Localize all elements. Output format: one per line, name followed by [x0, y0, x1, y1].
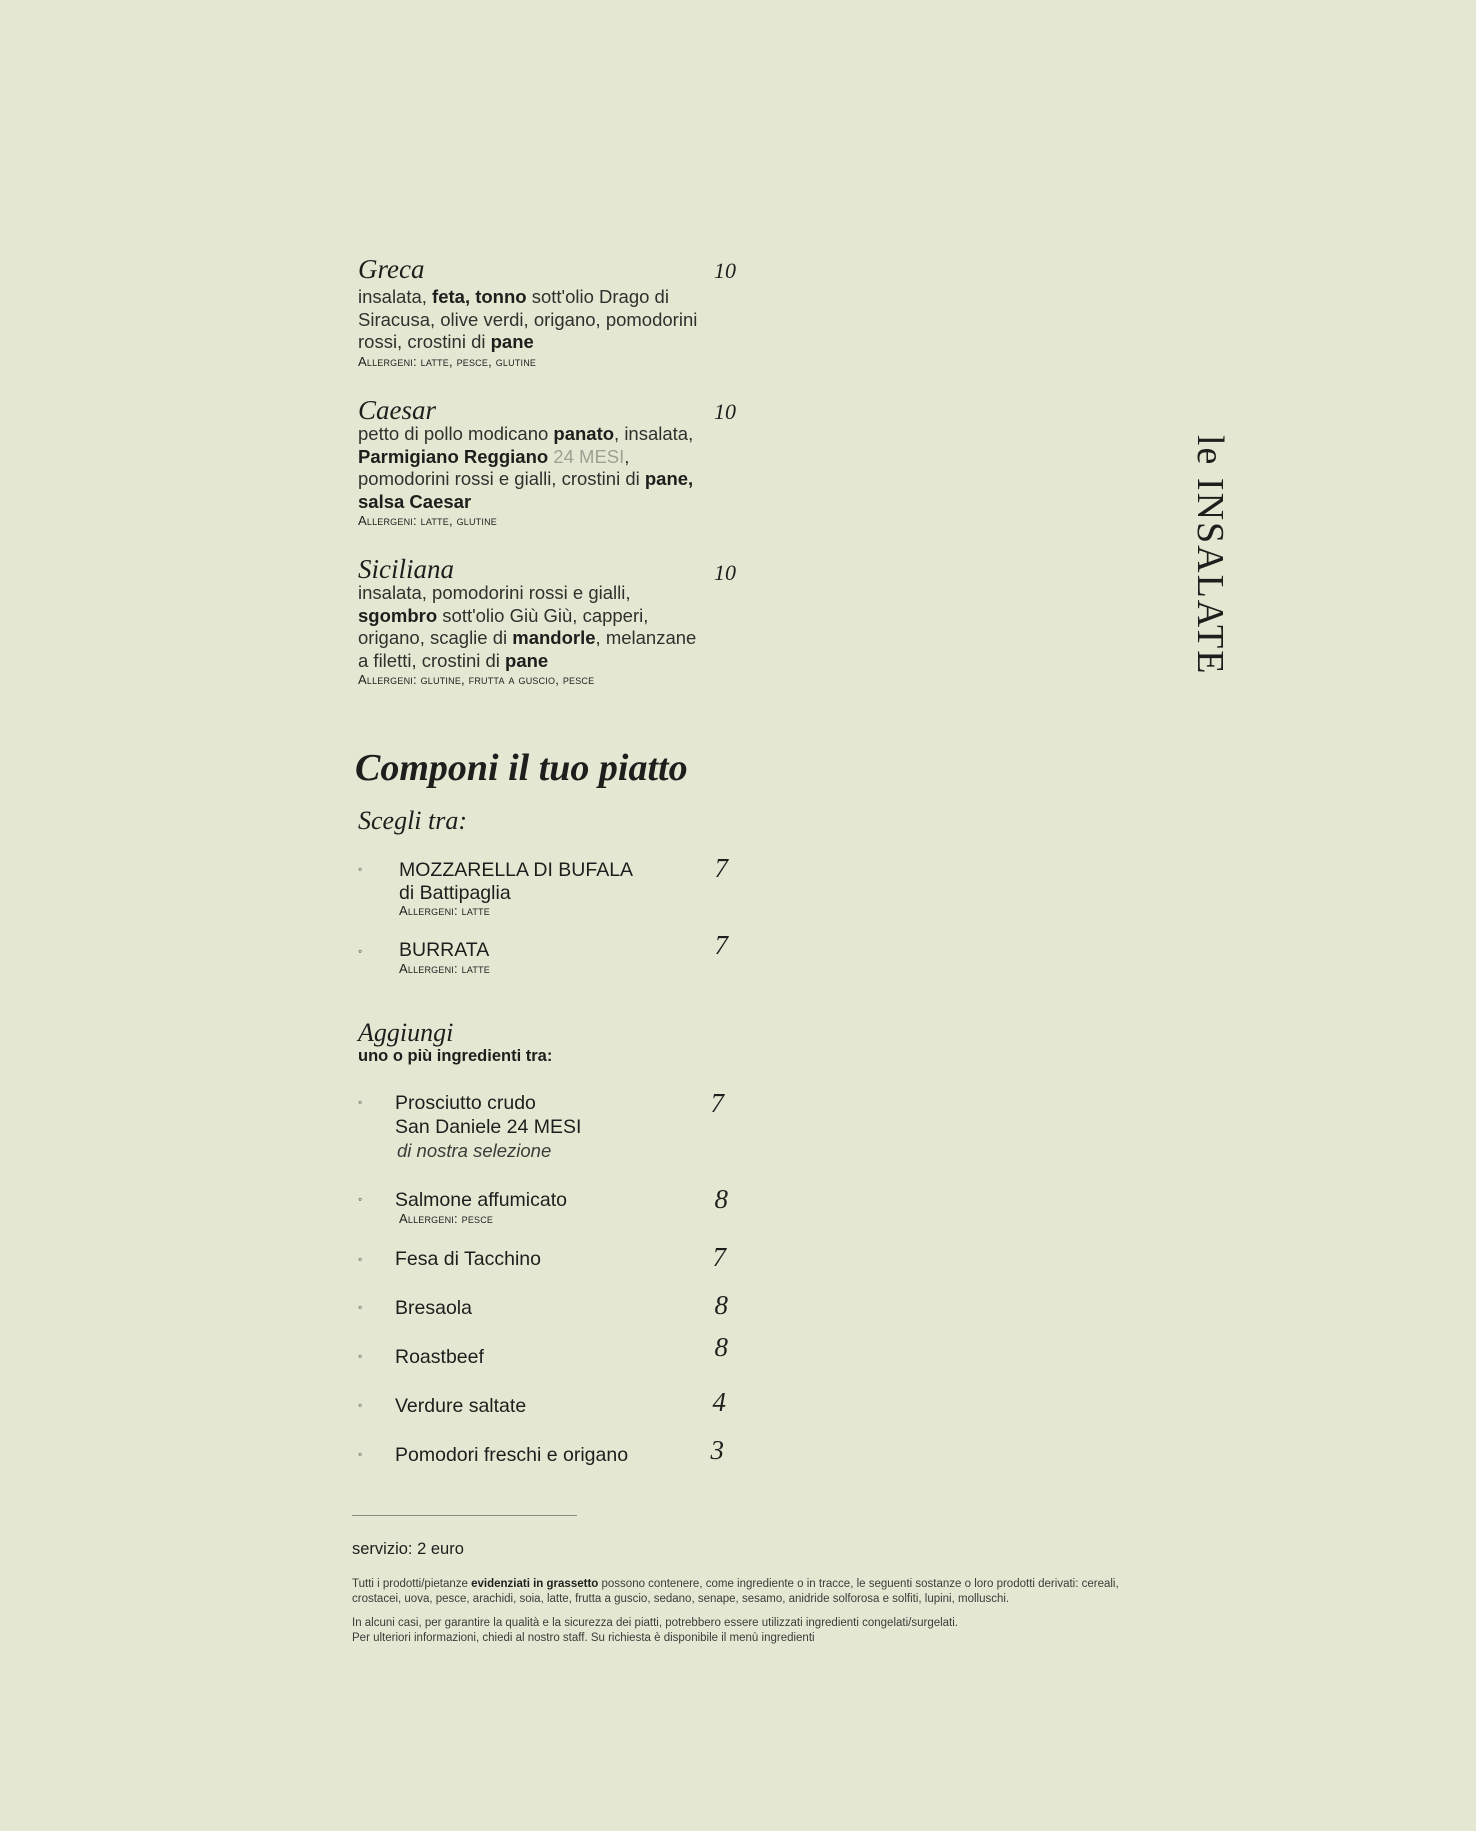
highlighted-ingredient: pane	[505, 649, 549, 671]
highlighted-ingredient: mandorle	[512, 627, 596, 648]
dish-description-siciliana	[358, 582, 698, 672]
extra-price-pomodori: 3	[710, 1435, 724, 1465]
bullet-icon: ◦	[358, 862, 363, 876]
description-text: , insalata,	[614, 423, 694, 444]
highlighted-ingredient: sgombro	[358, 604, 438, 626]
extra-name-tacchino: Fesa di Tacchino	[395, 1248, 541, 1270]
description-text: 24 MESI	[548, 445, 625, 467]
section-title: le INSALATE	[1189, 435, 1231, 676]
allergen-note-text: Tutti i prodotti/pietanze	[352, 1578, 472, 1590]
extra-name-verdure: Verdure saltate	[395, 1395, 527, 1417]
dish-price-caesar: 10	[714, 399, 736, 424]
allergen-note-text: possono contenere, come ingrediente o in tracce, le seguenti sostanze o loro prodotti derivati: cereali, crostacei, uova, pesce, arachidi, soia, latte, frutta a guscio, sedano, senape, sesamo, anidride solforosa e solfiti, lupini, molluschi.	[352, 1578, 1119, 1605]
highlighted-ingredient: pane	[490, 331, 534, 352]
extra-origin-prosciutto: San Daniele 24 MESI	[395, 1116, 582, 1138]
dish-allergens-greca: Allergeni: latte, pesce, glutine	[358, 354, 537, 369]
allergen-note-bold: evidenziati in grassetto	[471, 1578, 599, 1590]
extra-name-pomodori: Pomodori freschi e origano	[395, 1444, 629, 1466]
compose-title: Componi il tuo piatto	[355, 747, 688, 789]
staff-note: Per ulteriori informazioni, chiedi al nostro staff. Su richiesta è disponibile il menù ingredienti	[352, 1632, 815, 1644]
description-text: , melanzane a filetti, crostini di	[358, 627, 697, 671]
highlighted-ingredient: panato	[553, 423, 615, 444]
bullet-icon: ◦	[358, 944, 363, 958]
extra-note-prosciutto: di nostra selezione	[397, 1140, 552, 1161]
highlighted-ingredient: feta, tonno	[432, 286, 527, 307]
dish-allergens-siciliana: Allergeni: glutine, frutta a guscio, pesce	[358, 672, 595, 687]
extra-price-tacchino: 7	[712, 1242, 726, 1272]
extra-allergens-salmone: Allergeni: pesce	[399, 1211, 494, 1226]
extra-price-prosciutto: 7	[710, 1088, 724, 1118]
extra-price-salmone: 8	[714, 1184, 728, 1214]
base-name-burrata: BURRATA	[399, 939, 490, 961]
base-allergens-burrata: Allergeni: latte	[399, 961, 490, 976]
base-name-mozzarella: MOZZARELLA DI BUFALA	[399, 859, 634, 881]
base-origin-mozzarella: di Battipaglia	[399, 882, 511, 904]
extra-name-prosciutto: Prosciutto crudo	[395, 1092, 536, 1114]
bullet-icon: ◦	[358, 1252, 363, 1266]
bullet-icon: ◦	[358, 1447, 363, 1461]
add-sublabel: uno o più ingredienti tra:	[358, 1047, 553, 1065]
allergen-note	[352, 1577, 1152, 1607]
extra-price-roastbeef: 8	[714, 1332, 728, 1362]
extra-name-roastbeef: Roastbeef	[395, 1346, 484, 1368]
dish-allergens-caesar: Allergeni: latte, glutine	[358, 513, 497, 528]
base-allergens-mozzarella: Allergeni: latte	[399, 903, 490, 918]
description-text: insalata, pomodorini rossi e gialli,	[358, 582, 631, 603]
frozen-note: In alcuni casi, per garantire la qualità e la sicurezza dei piatti, potrebbero essere utilizzati ingredienti congelati/surgelati.	[352, 1617, 959, 1629]
extra-name-bresaola: Bresaola	[395, 1297, 472, 1319]
description-text: , pomodorini rossi e gialli, crostini di	[358, 445, 645, 489]
bullet-icon: ◦	[358, 1349, 363, 1363]
base-price-burrata: 7	[714, 930, 728, 960]
dish-description-greca	[358, 286, 698, 354]
highlighted-ingredient: Parmigiano Reggiano	[358, 445, 549, 467]
dish-name-siciliana: Siciliana	[358, 554, 454, 584]
bullet-icon: ◦	[358, 1398, 363, 1412]
choose-label: Scegli tra:	[358, 806, 468, 835]
bullet-icon: ◦	[358, 1095, 363, 1109]
dish-price-greca: 10	[714, 258, 736, 283]
highlighted-ingredient: pane, salsa Caesar	[358, 468, 694, 512]
dish-price-siciliana: 10	[714, 560, 736, 585]
dish-name-greca: Greca	[358, 254, 425, 284]
description-text: sott'olio Giù Giù, capperi, origano, scaglie di	[358, 604, 649, 648]
add-label: Aggiungi	[358, 1018, 454, 1047]
description-text: petto di pollo modicano	[358, 423, 554, 444]
extra-name-salmone: Salmone affumicato	[395, 1189, 567, 1211]
service-charge: servizio: 2 euro	[352, 1540, 464, 1558]
description-text: sott'olio Drago di Siracusa, olive verdi, origano, pomodorini rossi, crostini di	[358, 286, 698, 352]
base-price-mozzarella: 7	[714, 853, 728, 883]
extra-price-verdure: 4	[712, 1387, 726, 1417]
description-text: insalata,	[358, 286, 433, 307]
extra-price-bresaola: 8	[714, 1290, 728, 1320]
bullet-icon: ◦	[358, 1192, 363, 1206]
dish-name-caesar: Caesar	[358, 395, 437, 425]
dish-description-caesar	[358, 423, 698, 513]
bullet-icon: ◦	[358, 1300, 363, 1314]
footer-divider	[352, 1515, 577, 1516]
